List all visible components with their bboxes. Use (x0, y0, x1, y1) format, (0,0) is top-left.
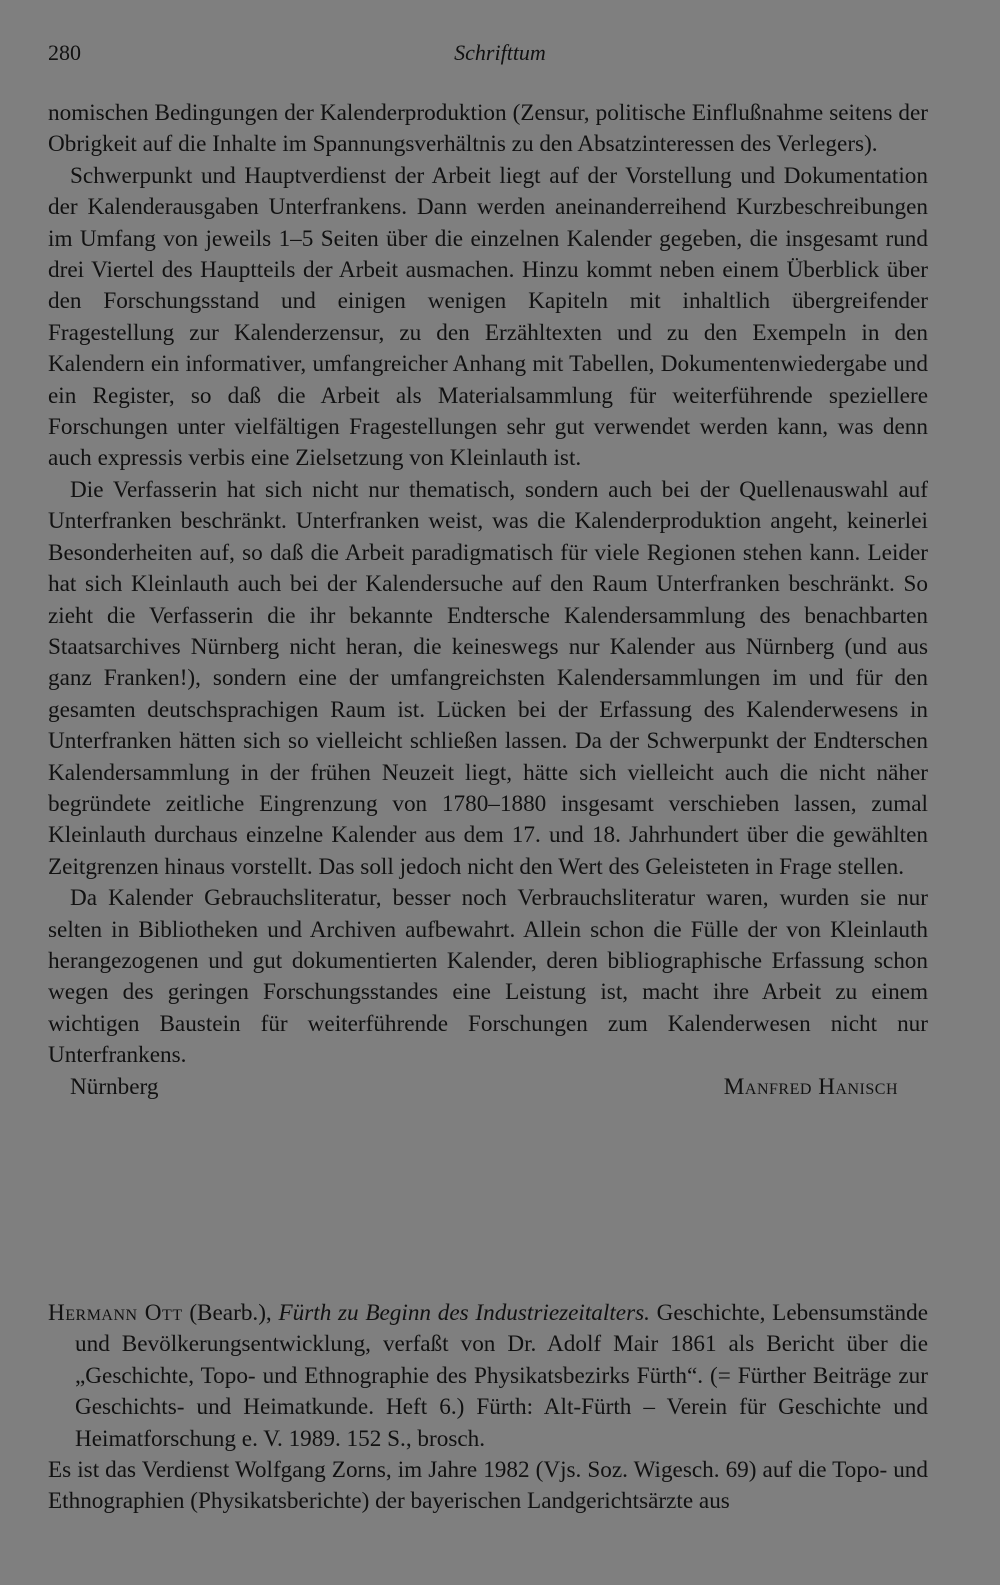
page-header (48, 40, 952, 74)
book-details: Geschichte, Lebensumstände und Bevölkerungsentwicklung, verfaßt von Dr. Adolf Mair 1861 als Bericht über die „Geschichte, Topo- und Ethnographie des Physikatsbezirks Fürth“. (= Fürther Beiträge zur Geschichts- und Heimatkunde. Heft 6.) Fürth: Alt-Fürth – Verein für Geschichte und Heimatforschung e. V. 1989. 152 S., brosch. (75, 1300, 928, 1452)
page-number: 280 (48, 40, 81, 65)
review-signature (48, 1072, 928, 1103)
book-title: Fürth zu Beginn des Industriezeitalters. (278, 1300, 650, 1326)
review-text (48, 98, 928, 1103)
book-author: Hermann Ott (48, 1300, 183, 1326)
paragraph: Schwerpunkt und Hauptverdienst der Arbeit liegt auf der Vorstellung und Dokumentation der Kalenderausgaben Unterfrankens. Dann werden aneinanderreihend Kurzbeschreibungen im Umfang von jeweils 1–5 Seiten über die einzelnen Kalender gegeben, die insgesamt rund drei Viertel des Hauptteils der Arbeit ausmachen. Hinzu kommt neben einem Überblick über den Forschungsstand und einigen wenigen Kapiteln mit inhaltlich übergreifender Fragestellung zur Kalenderzensur, zu den Erzähltexten und zu den Exempeln in den Kalendern ein informativer, umfangreicher Anhang mit Tabellen, Dokumentenwiedergabe und ein Register, so daß die Arbeit als Materialsammlung für weiterführende speziellere Forschungen unter vielfältigen Fragestellungen sehr gut verwendet werden kann, was denn auch expressis verbis eine Zielsetzung von Kleinlauth ist. (48, 162, 928, 472)
paragraph-continuation: nomischen Bedingungen der Kalenderproduktion (Zensur, politische Einflußnahme seitens der Obrigkeit auf die Inhalte im Spannungsverhältnis zu den Absatzinteressen des Verlegers). (48, 100, 928, 158)
reviewer-name: Manfred Hanisch (723, 1073, 898, 1100)
paragraph: Da Kalender Gebrauchsliteratur, besser noch Verbrauchsliteratur waren, wurden sie nur selten in Bibliotheken und Archiven aufbewahrt. Allein schon die Fülle der von Kleinlauth herangezogenen und gut dokumentierten Kalender, deren bibliographische Erfassung schon wegen des geringen Forschungsstandes eine Leistung ist, macht ihre Arbeit zu einem wichtigen Baustein für weiterführende Forschungen zum Kalenderwesen nicht nur Unterfrankens. (48, 885, 928, 1069)
paragraph: Die Verfasserin hat sich nicht nur thematisch, sondern auch bei der Quellenauswahl auf Unterfranken beschränkt. Unterfranken weist, was die Kalenderproduktion angeht, keinerlei Besonderheiten auf, so daß die Arbeit paradigmatisch für viele Regionen stehen kann. Leider hat sich Kleinlauth auch bei der Kalendersuche auf den Raum Unterfranken beschränkt. So zieht die Verfasserin die ihr bekannte Endtersche Kalendersammlung des benachbarten Staatsarchives Nürnberg nicht heran, die keineswegs nur Kalender aus Nürnberg (und aus ganz Franken!), sondern eine der umfangreichsten Kalendersammlungen im und für den gesamten deutschsprachigen Raum ist. Lücken bei der Erfassung des Kalenderwesens in Unterfranken hätten sich so vielleicht schließen lassen. Da der Schwerpunkt der Endterschen Kalendersammlung in der frühen Neuzeit liegt, hätte sich vielleicht auch die nicht näher begründete zeitliche Eingrenzung von 1780–1880 insgesamt verschieben lassen, zumal Kleinlauth durchaus einzelne Kalender aus dem 17. und 18. Jahrhundert über die gewählten Zeitgrenzen hinaus vorstellt. Das soll jedoch nicht den Wert des Geleisteten in Frage stellen. (48, 476, 928, 880)
editor-role: (Bearb.), (182, 1300, 279, 1326)
next-review (48, 1298, 928, 1518)
bibliographic-entry (48, 1298, 928, 1455)
running-title: Schrifttum (454, 40, 546, 65)
paragraph: Es ist das Verdienst Wolfgang Zorns, im Jahre 1982 (Vjs. Soz. Wigesch. 69) auf die Topo- und Ethnographien (Physikatsberichte) der bayerischen Landgerichtsärzte aus (48, 1457, 928, 1515)
signature-place: Nürnberg (70, 1073, 159, 1100)
